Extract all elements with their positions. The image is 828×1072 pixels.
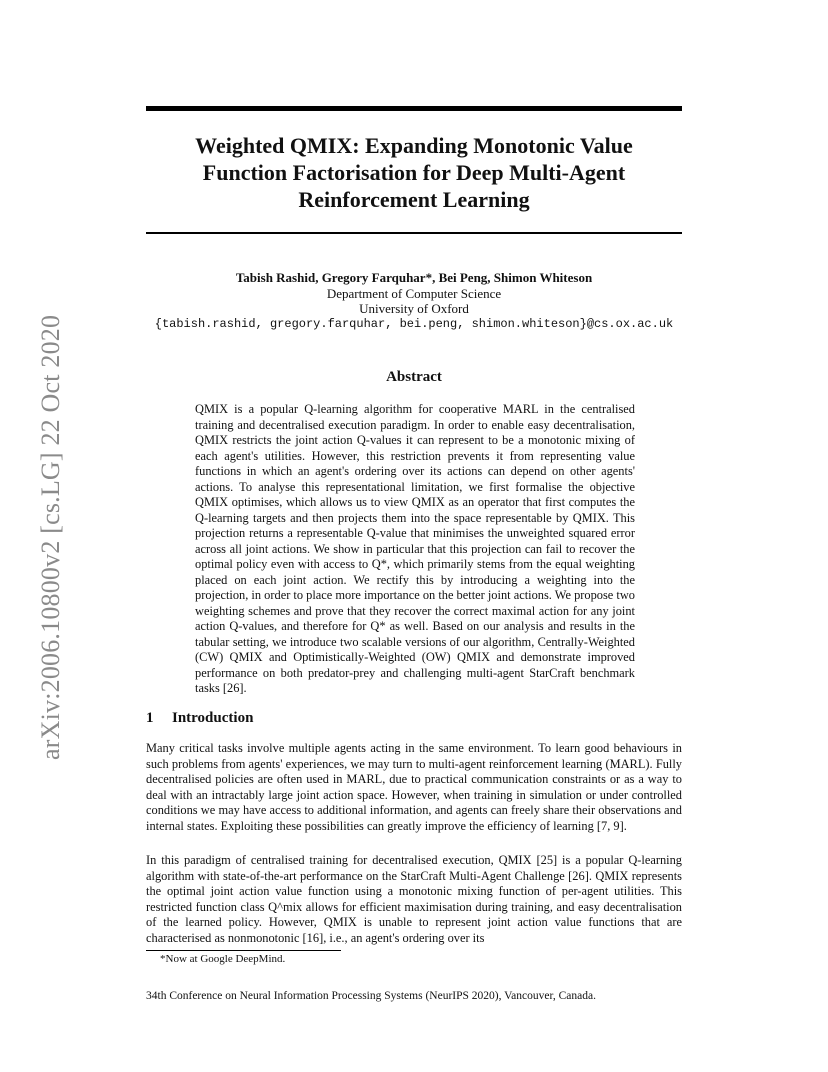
section-title: Introduction xyxy=(172,710,254,726)
title-line-2: Function Factorisation for Deep Multi-Agent xyxy=(202,160,626,185)
paper-title xyxy=(146,132,682,213)
title-bottom-rule xyxy=(146,232,682,234)
footnote-rule xyxy=(146,950,341,951)
footnote: *Now at Google DeepMind. xyxy=(160,953,286,965)
section-number: 1 xyxy=(146,710,154,726)
abstract-heading: Abstract xyxy=(386,369,442,385)
venue-line: 34th Conference on Neural Information Processing Systems (NeurIPS 2020), Vancouver, Canada. xyxy=(146,990,596,1002)
author-university: University of Oxford xyxy=(359,301,469,316)
author-names: Tabish Rashid, Gregory Farquhar*, Bei Peng, Shimon Whiteson xyxy=(235,270,593,285)
intro-paragraph-2: In this paradigm of centralised training for decentralised execution, QMIX [25] is a popular Q-learning algorithm with state-of-the-art performance on the StarCraft Multi-Agent Challenge [26]. QMIX represents the optimal joint action value function using a monotonic mixing function of per-agent utilities. This restricted function class Q^mix allows for efficient maximisation during training, and easy decentralisation of the learned policy. However, QMIX is unable to represent joint action value functions that are characterised as nonmonotonic [16], i.e., an agent's ordering over its xyxy=(146,853,682,945)
title-line-1: Weighted QMIX: Expanding Monotonic Value xyxy=(195,133,633,158)
section-heading xyxy=(146,710,253,727)
author-department: Department of Computer Science xyxy=(326,285,502,301)
arxiv-stamp: arXiv:2006.10800v2 [cs.LG] 22 Oct 2020 xyxy=(36,314,65,760)
title-line-3: Reinforcement Learning xyxy=(298,187,530,212)
author-emails: {tabish.rashid, gregory.farquhar, bei.peng, shimon.whiteson}@cs.ox.ac.uk xyxy=(154,316,674,331)
title-top-rule xyxy=(146,106,682,111)
abstract-text: QMIX is a popular Q-learning algorithm for cooperative MARL in the centralised training and decentralised execution paradigm. In order to enable easy decentralisation, QMIX restricts the joint action Q-values it can represent to be a monotonic mixing of each agent's utilities. However, this restriction prevents it from representing value functions in which an agent's ordering over its actions can depend on other agents' actions. To analyse this representational limitation, we first formalise the objective QMIX optimises, which allows us to view QMIX as an operator that first computes the Q-learning targets and then projects them into the space representable by QMIX. This projection returns a representable Q-value that minimises the unweighted squared error across all joint actions. We show in particular that this projection can fail to recover the optimal policy even with access to Q*, which primarily stems from the equal weighting placed on each joint action. We rectify this by introducing a weighting into the projection, in order to place more importance on the better joint actions. We propose two weighting schemes and prove that they recover the correct maximal action for any joint action Q-values, and therefore for Q* as well. Based on our analysis and results in the tabular setting, we introduce two scalable versions of our algorithm, Centrally-Weighted (CW) QMIX and Optimistically-Weighted (OW) QMIX and demonstrate improved performance on both predator-prey and challenging multi-agent StarCraft benchmark tasks [26]. xyxy=(195,402,635,695)
intro-paragraph-1: Many critical tasks involve multiple agents acting in the same environment. To learn good behaviours in such problems from agents' experiences, we may turn to multi-agent reinforcement learning (MARL). Fully decentralised policies are often used in MARL, due to practical communication constraints or as a way to deal with an intractably large joint action space. However, when training in simulation or under controlled conditions we may have access to additional information, and agents can freely share their observations and internal states. Exploiting these possibilities can greatly improve the efficiency of learning [7, 9]. xyxy=(146,741,682,833)
author-block xyxy=(146,270,682,332)
